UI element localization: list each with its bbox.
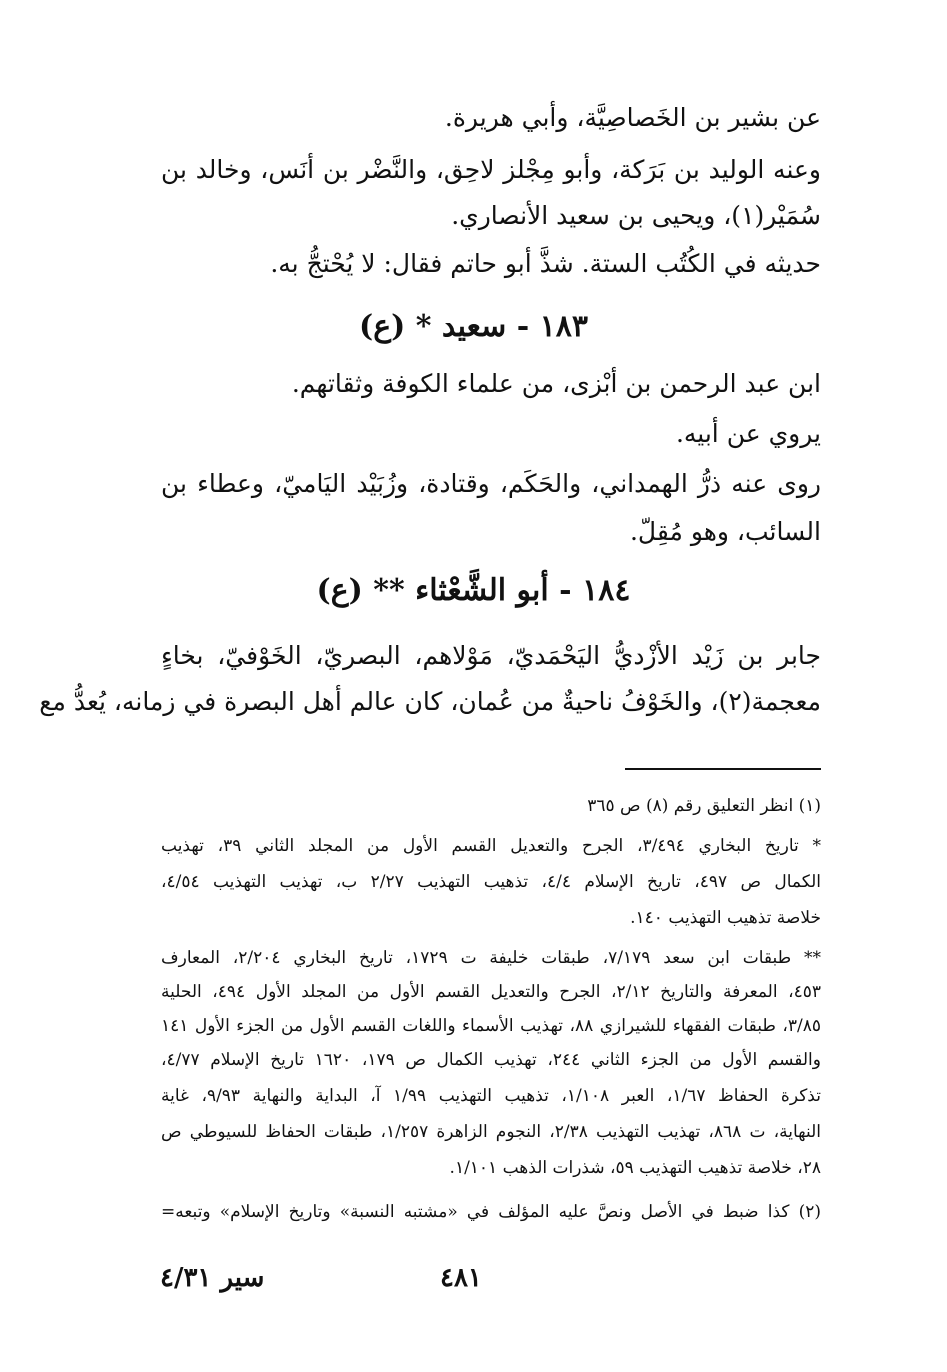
footnote-double-star-line: ٣/٨٥، طبقات الفقهاء للشيرازي ٨٨، تهذيب الأسماء واللغات القسم الأول من الجزء الأول ١٤١: [161, 1016, 821, 1036]
body-line: وعنه الوليد بن بَرَكة، وأبو مِجْلز لاحِق، والنَّضْر بن أنَس، وخالد بن: [161, 155, 821, 184]
footnote-double-star-line: ** طبقات ابن سعد ٧/١٧٩، طبقات خليفة ت ١٧٢٩، تاريخ البخاري ٢/٢٠٤، المعارف: [161, 948, 821, 968]
page-number: ٤٨١: [440, 1263, 482, 1293]
footnote-star-line: الكمال ص ٤٩٧، تاريخ الإسلام ٤/٤، تذهيب التهذيب ٢/٢٧ ب، تهذيب التهذيب ٤/٥٤،: [161, 872, 821, 892]
body-line: حديثه في الكُتُب الستة. شذَّ أبو حاتم فقال: لا يُحْتجُّ به.: [270, 249, 821, 278]
footnote-double-star-line: ٤٥٣، المعرفة والتاريخ ٢/١٢، الجرح والتعديل القسم الأول من المجلد الأول ٤٩٤، الحلية: [161, 982, 822, 1002]
body-line: ابن عبد الرحمن بن أبْزى، من علماء الكوفة وثقاتهم.: [291, 369, 821, 398]
footnote-separator: [625, 768, 821, 770]
entry-heading-184: ١٨٤ - أبو الشَّعْثاء ** (ع): [316, 573, 631, 608]
footnote-double-star-line: النهاية، ت ٨٦٨، تهذيب التهذيب ٢/٣٨، النجوم الزاهرة ١/٢٥٧، طبقات الحفاظ للسيوطي ص: [161, 1122, 821, 1142]
footnote-star-line: خلاصة تذهيب التهذيب ١٤٠.: [630, 908, 821, 928]
body-line: يروي عن أبيه.: [675, 419, 821, 448]
entry-heading-183: ١٨٣ - سعيد * (ع): [359, 309, 588, 344]
footnote-double-star-line: ٢٨، خلاصة تذهيب التهذيب ٥٩، شذرات الذهب ١/١٠١.: [449, 1158, 821, 1178]
footnote-2: (٢) كذا ضبط في الأصل ونصَّ عليه المؤلف في «مشتبه النسبة» وتاريخ الإسلام» وتبعه=: [161, 1202, 821, 1222]
body-line: معجمة(٢)، والخَوْفُ ناحيةٌ من عُمان، كان عالم أهل البصرة في زمانه، يُعدُّ مع: [39, 687, 821, 716]
signature-mark: سير ٤/٣١: [160, 1263, 265, 1293]
footnote-1: (١) انظر التعليق رقم (٨) ص ٣٦٥: [587, 796, 821, 816]
body-line: روى عنه ذرُّ الهمداني، والحَكَم، وقتادة، وزُبَيْد اليَاميّ، وعطاء بن: [161, 469, 821, 498]
footnote-star-line: * تاريخ البخاري ٣/٤٩٤، الجرح والتعديل القسم الأول من المجلد الثاني ٣٩، تهذيب: [161, 836, 821, 856]
body-line: عن بشير بن الخَصاصِيَّة، وأبي هريرة.: [444, 103, 821, 132]
body-line: جابر بن زَيْد الأزْديُّ اليَحْمَديّ، مَوْلاهم، البصريّ، الخَوْفيّ، بخاءٍ: [161, 641, 821, 670]
body-line: سُمَيْر(١)، ويحيى بن سعيد الأنصاري.: [451, 201, 821, 230]
body-line: السائب، وهو مُقِلّ.: [629, 517, 821, 546]
footnote-double-star-line: تذكرة الحفاظ ١/٦٧، العبر ١/١٠٨، تذهيب التهذيب ١/٩٩ آ، البداية والنهاية ٩/٩٣، غاية: [161, 1086, 821, 1106]
footnote-double-star-line: والقسم الأول من الجزء الثاني ٢٤٤، تهذيب الكمال ص ١٧٩، ١٦٢٠ تاريخ الإسلام ٤/٧٧،: [161, 1050, 821, 1070]
